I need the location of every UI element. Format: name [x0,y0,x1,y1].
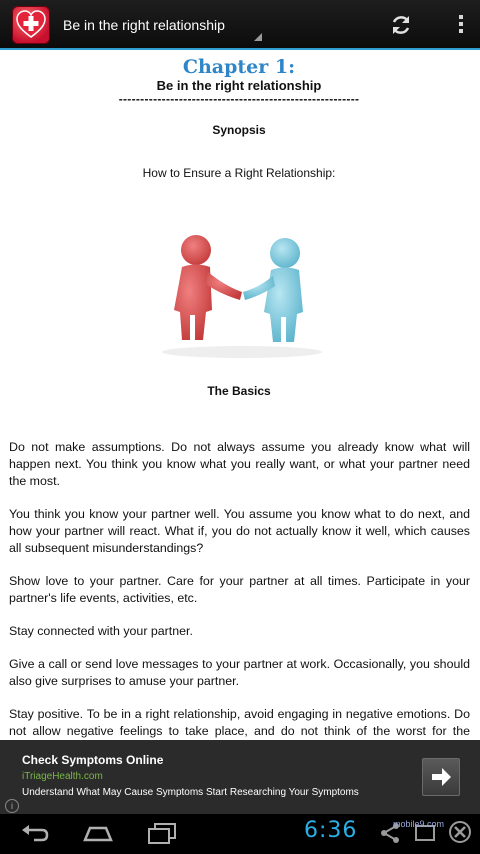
system-nav-bar [0,814,480,854]
recent-apps-icon[interactable] [146,820,178,851]
ad-info-icon[interactable]: i [5,799,19,813]
handshake-illustration [150,220,370,375]
section-heading: The Basics [207,384,271,398]
ad-banner[interactable] [0,740,480,814]
paragraph: Do not make assumptions. Do not always assume you already know what will happen next. You think you know what you really want, or what your partner need the most. [9,440,470,488]
arrow-right-icon [423,759,459,795]
overflow-menu-icon[interactable] [448,12,474,38]
chapter-heading: Chapter 1: [182,56,296,78]
spinner-indicator-icon [254,33,262,41]
back-icon[interactable] [20,820,50,851]
app-title[interactable]: Be in the right relationship [63,17,225,33]
paragraph: Stay connected with your partner. [9,624,193,638]
ad-url[interactable]: iTriageHealth.com [22,771,103,782]
ad-title[interactable]: Check Symptoms Online [22,753,164,767]
howto-heading: How to Ensure a Right Relationship: [142,166,336,180]
article-body [9,439,470,740]
divider: -------------------------------------------------------- [118,92,360,106]
paragraph: Give a call or send love messages to your partner at work. Occasionally, you should also give surprises to amuse your partner. [9,657,470,688]
synopsis-heading: Synopsis [212,123,266,137]
home-icon[interactable] [82,820,114,851]
paragraph: You think you know your partner well. You assume you know what to do next, and how your partner will react. What if, you do not actually know it well, which causes all subsequent misunderstandings? [9,507,470,555]
article-content[interactable] [0,50,480,740]
ad-description[interactable]: Understand What May Cause Symptoms Start Researching Your Symptoms [22,787,359,798]
heart-plus-icon[interactable] [12,6,50,44]
watermark: mobile9.com [393,819,445,829]
paragraph: Show love to your partner. Care for your partner at all times. Participate in your partner's life events, activities, etc. [9,574,470,605]
close-icon[interactable] [448,820,472,849]
refresh-icon[interactable] [388,12,414,38]
clock: 6:36 [304,818,358,843]
ad-arrow-button[interactable] [422,758,460,796]
chapter-subtitle: Be in the right relationship [156,78,322,93]
paragraph: Stay positive. To be in a right relationship, avoid engaging in negative emotions. Do not allow negative feelings to take place, and do not think of the worst for the [9,707,470,738]
action-bar [0,0,480,50]
